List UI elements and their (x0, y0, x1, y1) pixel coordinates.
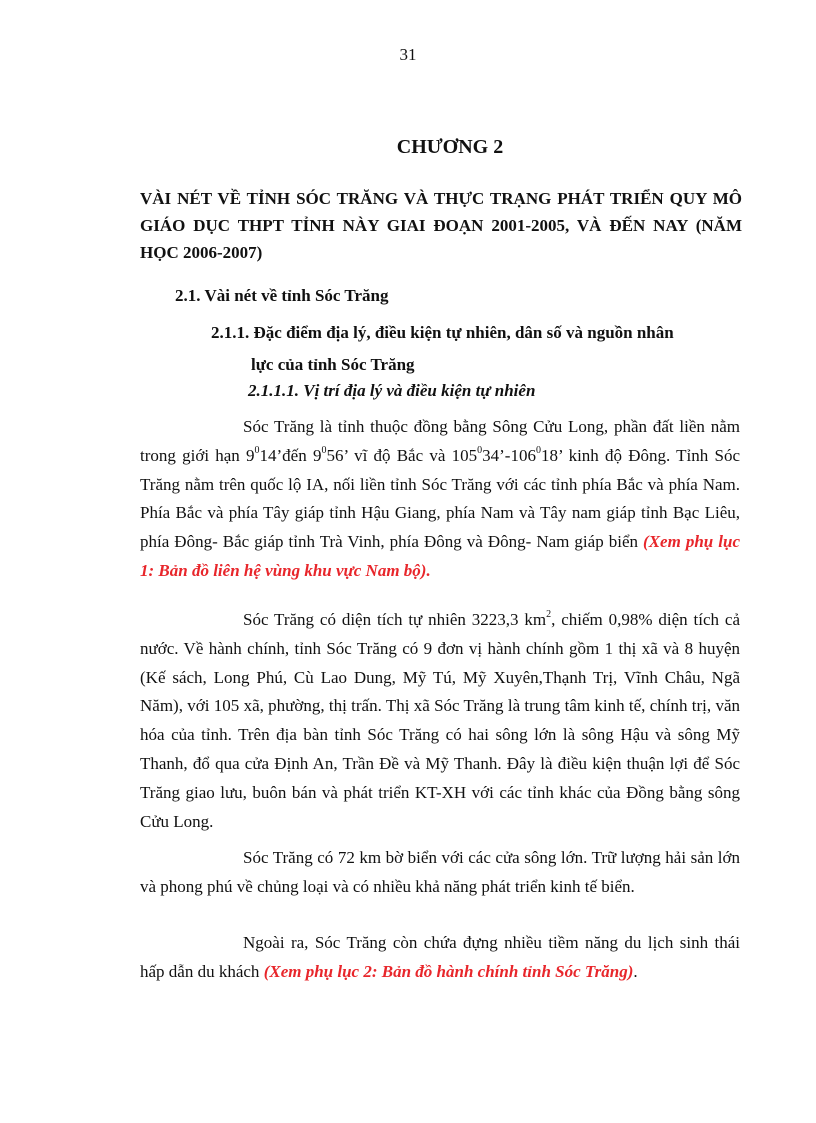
paragraph-coastline: Sóc Trăng có 72 km bờ biển với các cửa sông lớn. Trữ lượng hải sản lớn và phong phú về chủng loại và có nhiều khả năng phát triển kinh tế biển. (140, 848, 740, 896)
chapter-heading: CHƯƠNG 2 (396, 136, 504, 158)
paragraph-location: Sóc Trăng là tỉnh thuộc đồng bằng Sông Cửu Long, phần đất liền nằm trong giới hạn $9^014’đến$ $9^056$’ vĩ độ Bắc và $105^034’-106^018$’ kinh độ Đông. Tỉnh Sóc Trăng nằm trên quốc lộ IA, nối liền tỉnh Sóc Trăng với các tỉnh phía Bắc và phía Nam. Phía Bắc và phía Tây giáp tỉnh Hậu Giang, phía Nam và Tây nam giáp tỉnh Bạc Liêu, phía Đông- Bắc giáp tỉnh Trà Vinh, phía Đông và Đông- Nam giáp biển (Xem phụ lục 1: Bản đồ liên hệ vùng khu vực Nam bộ). (140, 417, 740, 580)
subsection-line-2: lực của tỉnh Sóc Trăng (251, 355, 415, 374)
paragraph-tourism: Ngoài ra, Sóc Trăng còn chứa đựng nhiều tiềm năng du lịch sinh thái hấp dẫn du khách (Xem phụ lục 2: Bản đồ hành chính tỉnh Sóc Trăng). (140, 933, 740, 981)
appendix-1-reference: (Xem phụ lục 1: Bản đồ liên hệ vùng khu vực Nam bộ). (140, 532, 740, 580)
page-number: 31 (399, 45, 417, 64)
subsubsection-heading: 2.1.1.1. Vị trí địa lý và điều kiện tự nhiên (248, 381, 536, 400)
appendix-2-reference: (Xem phụ lục 2: Bản đồ hành chính tỉnh Sóc Trăng) (263, 961, 634, 981)
paragraph-administration: Sóc Trăng có diện tích tự nhiên 3223,3 $km^2$, chiếm 0,98% diện tích cả nước. Về hành chính, tỉnh Sóc Trăng có 9 đơn vị hành chính gồm 1 thị xã và 8 huyện (Kế sách, Long Phú, Cù Lao Dung, Mỹ Tú, Mỹ Xuyên,Thạnh Trị, Vĩnh Châu, Ngã Năm), với 105 xã, phường, thị trấn. Thị xã Sóc Trăng là trung tâm kinh tế, chính trị, văn hóa của tỉnh. Trên địa bàn tỉnh Sóc Trăng có hai sông lớn là sông Hậu và sông Mỹ Thanh, đổ qua cửa Định An, Trần Đề và Mỹ Thanh. Đây là điều kiện thuận lợi để Sóc Trăng giao lưu, buôn bán và phát triển KT-XH với các tỉnh khác của Đồng bằng sông Cửu Long. (140, 609, 740, 831)
subsection-heading (211, 317, 742, 381)
subsection-line-1: 2.1.1. Đặc điểm địa lý, điều kiện tự nhiên, dân số và nguồn nhân (211, 323, 674, 342)
chapter-title: VÀI NÉT VỀ TỈNH SÓC TRĂNG VÀ THỰC TRẠNG PHÁT TRIỂN QUY MÔ GIÁO DỤC THPT TỈNH NÀY GIAI ĐOẠN 2001-2005, VÀ ĐẾN NAY (NĂM HỌC 2006-2007) (140, 189, 742, 262)
section-heading: 2.1. Vài nét về tỉnh Sóc Trăng (175, 286, 389, 305)
